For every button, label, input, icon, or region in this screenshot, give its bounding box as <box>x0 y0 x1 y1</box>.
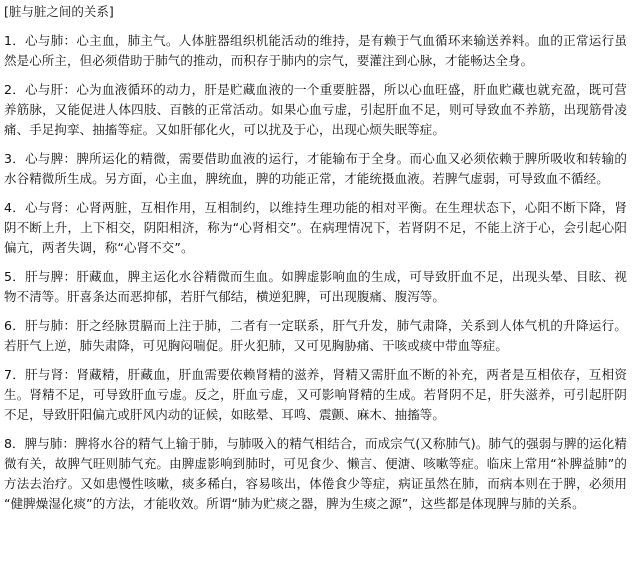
paragraph-heart-liver: 2．心与肝：心为血液循环的动力，肝是贮藏血液的一个重要脏器，所以心血旺盛，肝血贮藏也就充盈，既可营养筋脉，又能促进人体四肢、百骸的正常活动。如果心血亏虚，引起肝血不足，则可导致血不养筋，出现筋骨凌痛、手足拘挛、抽搐等症。又如肝郁化火，可以扰及于心，出现心烦失眠等症。 <box>4 82 627 137</box>
paragraph-spleen-lung: 8．脾与肺：脾将水谷的精气上输于肺，与肺吸入的精气相结合，而成宗气(又称肺气)。肺气的强弱与脾的运化精微有关，故脾气旺则肺气充。由脾虚影响到肺时，可见食少、懒言、便溏、咳嗽等症。临床上常用“补脾益肺”的方法去治疗。又如患慢性咳嗽，痰多稀白，容易咳出，体倦食少等症，病证虽然在肺，而病本则在于脾，必须用 “健脾燥湿化痰”的方法，才能收效。所谓“肺为贮痰之器，脾为生痰之源”，这些都是体现脾与肺的关系。 <box>4 436 627 511</box>
section-heading: [脏与脏之间的关系] <box>4 4 114 19</box>
paragraph-liver-lung: 6．肝与肺：肝之经脉贯膈而上注于肺，二者有一定联系，肝气升发，肺气肃降，关系到人体气机的升降运行。若肝气上逆，肺失肃降，可见胸闷喘促。肝火犯肺，又可见胸胁痛、干咳或痰中带血等症。 <box>4 318 627 353</box>
paragraph-heart-spleen: 3．心与脾：脾所运化的精微，需要借助血液的运行，才能输布于全身。而心血又必须依赖于脾所吸收和转输的水谷精微所生成。另方面，心主血，脾统血，脾的功能正常，才能统摄血液。若脾气虚弱，可导致血不循经。 <box>4 151 627 186</box>
paragraph-heart-lung: 1．心与肺：心主血，肺主气。人体脏器组织机能活动的维持，是有赖于气血循环来输送养料。血的正常运行虽然是心所主，但必须借助于肺气的推动，而积存于肺内的宗气，要灌注到心脉，才能畅达全身。 <box>4 33 627 68</box>
paragraph-heart-kidney: 4．心与肾：心肾两脏，互相作用，互相制约，以维持生理功能的相对平衡。在生理状态下，心阳不断下降，肾阴不断上升，上下相交，阴阳相济，称为“心肾相交”。在病理情况下，若肾阴不足，不能上济于心，会引起心阳偏亢，两者失调，称“心肾不交”。 <box>4 200 627 255</box>
paragraph-liver-spleen: 5．肝与脾：肝藏血，脾主运化水谷精微而生血。如脾虚影响血的生成，可导致肝血不足，出现头晕、目眩、视物不清等。肝喜条达而恶抑郁，若肝气郁结，横逆犯脾，可出现腹痛、腹泻等。 <box>4 269 627 304</box>
paragraph-liver-kidney: 7．肝与肾：肾藏精，肝藏血，肝血需要依赖肾精的滋养，肾精又需肝血不断的补充，两者是互相依存，互相资生。肾精不足，可导致肝血亏虚。反之，肝血亏虚，又可影响肾精的生成。若肾阴不足，肝失滋养，可引起肝阴不足，导致肝阳偏亢或肝风内动的证候，如眩晕、耳鸣、震颤、麻木、抽搐等。 <box>4 367 627 422</box>
